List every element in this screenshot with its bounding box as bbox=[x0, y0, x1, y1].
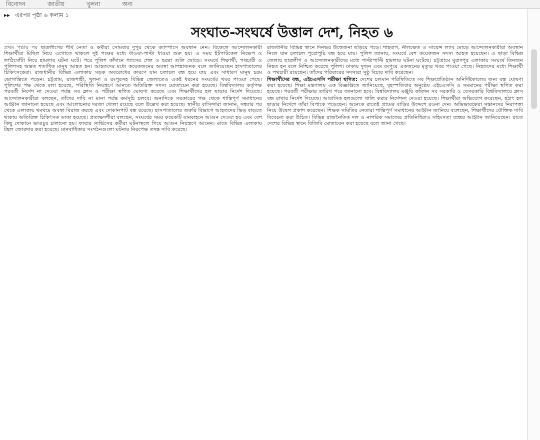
continuation-text: এরপর পৃষ্ঠা ৬ কলাম ১ bbox=[14, 12, 70, 19]
article-column-right bbox=[267, 45, 523, 438]
article-body-left: ছাত্রলীগের শীর্ষ নেতা ও কর্মীরা সোমবার দুপুর থেকে ক্যাম্পাসে অবস্থান নেন। বিকেলে আন্দোলনকারী শিক্ষার্থীরা মিছিল নিয়ে এগোতে থাকলে দুই পক্ষের মধ্যে ধাওয়া-পাল্টা ধাওয়া শুরু হয়। এ সময় ইটপাটকেল নিক্ষেপ ও লাঠিসোঁটা নিয়ে হামলার ঘটনা ঘটে। পরে পুলিশ কাঁদানে গ্যাসের শেল ও ছররা গুলি ছোড়ে। সংঘর্ষে শিক্ষার্থী, পথচারী ও পুলিশসহ অন্তত শতাধিক মানুষ আহত হন। আহতদের মধ্যে কয়েকজনের অবস্থা আশঙ্কাজনক বলে জানিয়েছেন হাসপাতালের চিকিৎসকেরা। রাজধানীর বিভিন্ন এলাকায় সড়ক অবরোধের কারণে যান চলাচল বন্ধ হয়ে যায় এবং সাধারণ মানুষ চরম ভোগান্তিতে পড়েন। চট্টগ্রাম, রাজশাহী, খুলনা ও রংপুরসহ বিভিন্ন জেলাতেও একই ধরনের সংঘর্ষের খবর পাওয়া গেছে। পুলিশের পক্ষ থেকে বলা হয়েছে, পরিস্থিতি নিয়ন্ত্রণে আনতে অতিরিক্ত সদস্য মোতায়েন করা হয়েছে। বিশ্ববিদ্যালয় কর্তৃপক্ষ পরবর্তী নির্দেশ না দেওয়া পর্যন্ত সব ক্লাস ও পরীক্ষা স্থগিত ঘোষণা করেছে এবং শিক্ষার্থীদের হল ছাড়ার নির্দেশ দিয়েছে। আন্দোলনকারীরা বলছেন, তাঁদের দাবি না মানা পর্যন্ত কর্মসূচি চলবে। অন্যদিকে সরকারের পক্ষ থেকে শান্তিপূর্ণ সমাধানের আহ্বান জানানো হয়েছে এবং আলোচনার দরজা খোলা রয়েছে বলে উল্লেখ করা হয়েছে। স্থানীয় বাসিন্দারা জানান, সন্ধ্যার পর থেকে এলাকায় থমথমে অবস্থা বিরাজ করছে এবং দোকানপাট বন্ধ রয়েছে। হাসপাতালের জরুরি বিভাগে আহতদের ভিড় বাড়তে থাকায় অতিরিক্ত চিকিৎসক ডাকা হয়েছে। প্রত্যক্ষদর্শীরা বলছেন, সংঘর্ষের সময় কয়েকটি যানবাহনে আগুন দেওয়া হয় এবং বেশ কিছু দোকানে ভাঙচুর চালানো হয়। ফায়ার সার্ভিসের কর্মীরা ঘটনাস্থলে গিয়ে আগুন নিয়ন্ত্রণে আনেন। রাতে বিভিন্ন এলাকায় টহল জোরদার করা হয়েছে। মানবাধিকার সংগঠনগুলো ঘটনার নিরপেক্ষ তদন্ত দাবি করেছে। bbox=[4, 45, 262, 134]
nav-item-khulna[interactable]: খুলনা bbox=[86, 1, 101, 8]
article-body-right-bottom: দেশের চলমান পরিস্থিতিতে সব শিক্ষাপ্রতিষ্ঠান অনির্দিষ্টকালের জন্য বন্ধ ঘোষণা করা হয়েছে। শিক্ষা মন্ত্রণালয় এক বিজ্ঞপ্তিতে জানিয়েছে, বৃহস্পতিবার অনুষ্ঠেয় এইচএসসি ও সমমানের পরীক্ষা স্থগিত করা হয়েছে। পরবর্তী পরীক্ষার তারিখ পরে জানানো হবে। বিশ্ববিদ্যালয় মঞ্জুরি কমিশন সব সরকারি ও বেসরকারি বিশ্ববিদ্যালয়ে ক্লাস বন্ধ রাখার নির্দেশ দিয়েছে। আবাসিক হলগুলো খালি করার নির্দেশনা দেওয়া হয়েছে। শিক্ষার্থীরা অভিযোগ করেছেন, হঠাৎ হল ছাড়ার নির্দেশে তাঁরা বিপাকে পড়েছেন। অনেকে রাতেই গ্রামের বাড়ির উদ্দেশে রওনা দেন। অভিভাবকেরা সন্তানদের নিরাপত্তা নিয়ে উদ্বেগ প্রকাশ করেছেন। শিক্ষক সমিতির নেতারা শান্তিপূর্ণ সমাধানের আহ্বান জানিয়ে বলেছেন, শিক্ষার্থীদের যৌক্তিক দাবি বিবেচনা করা উচিত। বিভিন্ন রাজনৈতিক দল ও নাগরিক সমাজের প্রতিনিধিরাও সহিংসতা বন্ধের আহ্বান জানিয়েছেন। রাতে দেশের বিভিন্ন স্থানে বিজিবি মোতায়েন করা হয়েছে বলে জানা গেছে। bbox=[267, 76, 523, 128]
top-navigation bbox=[0, 0, 540, 9]
continuation-reference bbox=[4, 11, 69, 21]
headline-divider bbox=[4, 43, 522, 44]
article-subheading: শিক্ষার্থীদের বন্ধ, এইচএসসি পরীক্ষা স্থগিত: bbox=[267, 76, 358, 83]
scrollbar[interactable] bbox=[527, 9, 540, 440]
article-column-left bbox=[4, 45, 262, 438]
article-body-right-top: রাজধানীর বিভিন্ন স্থানে দিনভর উত্তেজনা ছড়িয়ে পড়ে। শাহবাগ, নীলক্ষেত ও সায়েন্স ল্যাব মোড়ে আন্দোলনকারীরা অবস্থান নিলে যান চলাচল পুরোপুরি বন্ধ হয়ে যায়। পুলিশ জানায়, সংঘর্ষে বেশ কয়েকজন সদস্য আহত হয়েছেন। এ ছাড়া বিভিন্ন জেলায় ছাত্রলীগ ও আন্দোলনকারীদের মধ্যে পাল্টাপাল্টি হামলার ঘটনা ঘটেছে। চট্টগ্রামে মুরাদপুর এলাকায় সংঘর্ষে তিনজন নিহত হন বলে নিশ্চিত করেছে পুলিশ। ঢাকায় দুজন এবং রংপুরে একজনের মৃত্যুর খবর পাওয়া গেছে। নিহতদের মধ্যে শিক্ষার্থী ও পথচারী রয়েছেন। তাঁদের পরিবারের সদস্যরা সুষ্ঠু বিচার দাবি করেছেন। bbox=[267, 45, 523, 77]
double-chevron-icon: ▸▸ bbox=[4, 12, 11, 19]
article-headline: সংঘাত-সংঘর্ষে উত্তাল দেশ, নিহত ৬ bbox=[191, 25, 393, 41]
nav-item-entertainment[interactable]: বিনোদন bbox=[6, 1, 26, 8]
nav-item-national[interactable]: জাতীয় bbox=[47, 1, 65, 8]
scrollbar-thumb[interactable] bbox=[531, 49, 537, 109]
article-lead: প্রথম পৃষ্ঠার পর bbox=[4, 45, 38, 51]
nav-item-other[interactable]: অন্য bbox=[122, 1, 133, 8]
